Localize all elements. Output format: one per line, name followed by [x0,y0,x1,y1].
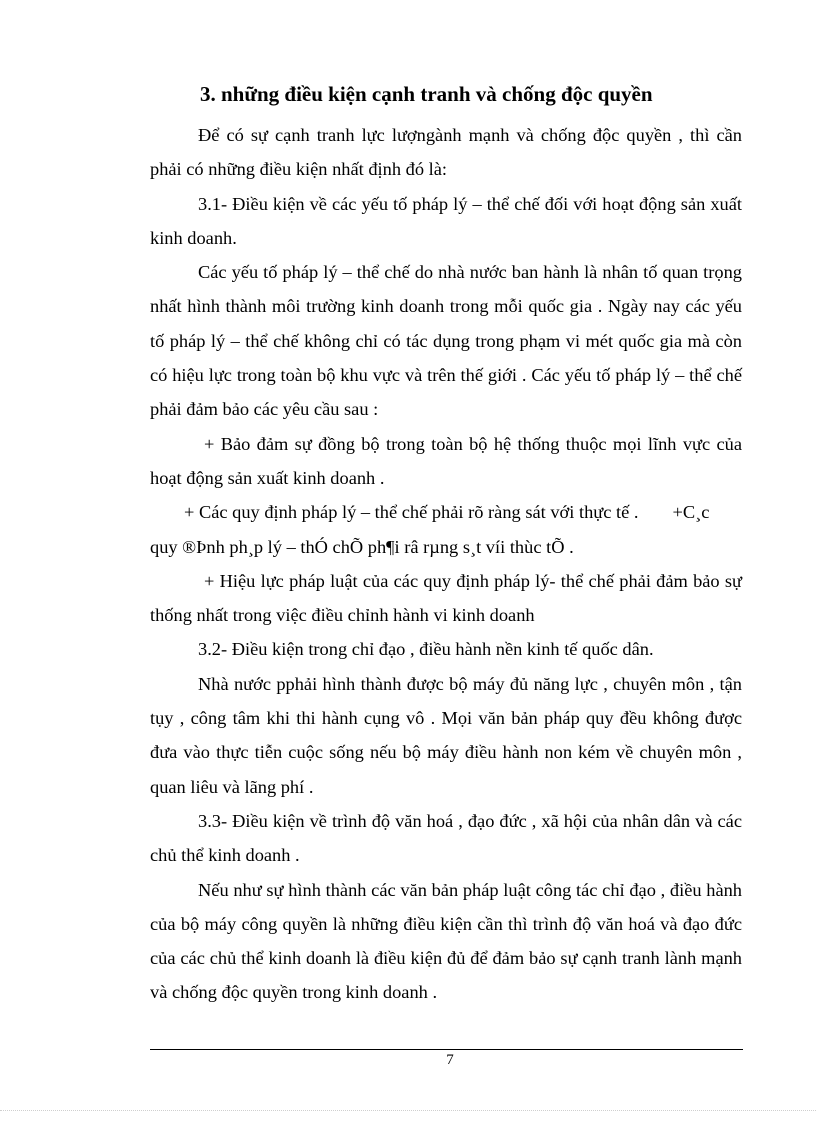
section-title: 3. những điều kiện cạnh tranh và chống độc quyền [200,82,653,106]
bullet-synchronization: + Bảo đảm sự đồng bộ trong toàn bộ hệ thống thuộc mọi lĩnh vực của hoạt động sản xuất kinh doanh . [150,433,742,488]
paragraph-conclusion: Nếu như sự hình thành các văn bản pháp luật công tác chỉ đạo , điều hành của bộ máy công quyền là những điều kiện cần thì trình độ văn hoá và đạo đức của các chủ thể kinh doanh là điều kiện đủ để đảm bảo sự cạnh tranh lành mạnh và chống độc quyền trong kinh doanh . [150,879,742,1003]
legacy-encoded-fragment: +C¸c [672,502,710,523]
footer-divider [150,1049,743,1050]
paragraph-intro: Để có sự cạnh tranh lực lượngành mạnh và chống độc quyền , thì cần phải có những điều kiện nhất định đó là: [150,125,742,180]
paragraph-state-apparatus: Nhà nước pphải hình thành được bộ máy đủ năng lực , chuyên môn , tận tụy , công tâm khi thi hành cụng vô . Mọi văn bản pháp quy đều không được đưa vào thực tiễn cuộc sống nếu bộ máy điều hành non kém về chuyên môn , quan liêu và lãng phí . [150,673,742,797]
subheading-3-3: 3.3- Điều kiện về trình độ văn hoá , đạo đức , xã hội của nhân dân và các chủ thể kinh doanh . [150,810,742,866]
legacy-encoded-line: quy ®Þnh ph¸p lý – thÓ chÕ ph¶i râ rµng s¸t víi thùc tÕ . [150,536,574,557]
body-text [150,118,742,1010]
paragraph-legal-factors: Các yếu tố pháp lý – thể chế do nhà nước ban hành là nhân tố quan trọng nhất hình thành môi trường kinh doanh trong mỗi quốc gia . Ngày nay các yếu tố pháp lý – thể chế không chỉ có tác dụng trong phạm vi mét quốc gia mà còn có hiệu lực trong toàn bộ khu vực và trên thế giới . Các yếu tố pháp lý – thể chế phải đảm bảo các yêu cầu sau : [150,262,742,420]
subheading-3-1: 3.1- Điều kiện về các yếu tố pháp lý – thể chế đối với hoạt động sản xuất kinh doanh. [150,193,742,248]
bullet-clear-regulations-text: + Các quy định pháp lý – thể chế phải rõ ràng sát với thực tế . [184,502,639,523]
bullet-legal-effect: + Hiệu lực pháp luật của các quy định pháp lý- thể chế phải đảm bảo sự thống nhất trong việc điều chỉnh hành vi kinh doanh [150,570,742,626]
page-number: 7 [446,1052,454,1068]
subheading-3-2: 3.2- Điều kiện trong chỉ đạo , điều hành nền kinh tế quốc dân. [198,639,654,660]
bullet-clear-regulations [150,495,742,529]
page-bottom-edge [0,1110,816,1111]
